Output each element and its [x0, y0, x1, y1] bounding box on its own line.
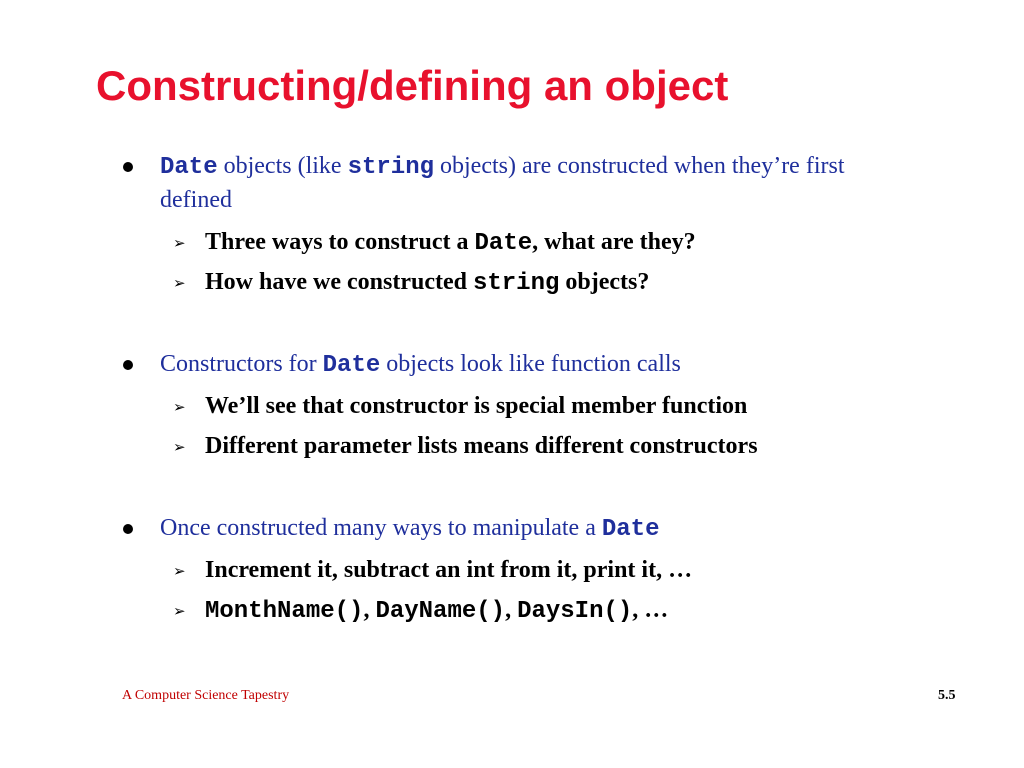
- bullet-2-sub-2-part-0: Different parameter lists means different constructors: [205, 433, 758, 459]
- bullet-dot-icon: [123, 162, 133, 172]
- arrow-bullet-icon: ➢: [173, 234, 186, 252]
- bullet-3-part-0: Once constructed many ways to manipulate a: [160, 515, 602, 541]
- arrow-bullet-icon: ➢: [173, 398, 186, 416]
- bullet-3-sub-2-part-2: DayName(): [375, 598, 506, 625]
- bullet-1: [160, 150, 920, 217]
- bullet-3-sub-2-part-0: MonthName(): [205, 598, 364, 625]
- slide-number: 5.5: [938, 688, 956, 703]
- bullet-dot-icon: [123, 360, 133, 370]
- bullet-3-part-1: Date: [601, 516, 660, 543]
- bullet-1-sub-2-part-1: string: [472, 270, 560, 297]
- bullet-1-part-1: objects (like: [217, 153, 348, 179]
- bullet-3-sub-1-part-0: Increment it, subtract an int from it, print it, …: [205, 557, 693, 583]
- bullet-2-part-0: Constructors for: [160, 351, 323, 377]
- bullet-3-sub-2-part-4: DaysIn(): [517, 598, 633, 625]
- footer-course-title: A Computer Science Tapestry: [122, 688, 290, 703]
- arrow-bullet-icon: ➢: [173, 602, 186, 620]
- bullet-3-sub-2: [173, 595, 965, 627]
- bullet-3-sub-2-part-5: , …: [632, 597, 669, 623]
- arrow-bullet-icon: ➢: [173, 438, 186, 456]
- bullet-3-sub-1: [173, 555, 965, 585]
- arrow-bullet-icon: ➢: [173, 274, 186, 292]
- bullet-2: [160, 348, 920, 382]
- bullet-dot-icon: [123, 524, 133, 534]
- bullet-1-sub-1-part-2: , what are they?: [532, 229, 696, 255]
- bullet-2-part-1: Date: [322, 352, 381, 379]
- bullet-3: [160, 512, 920, 546]
- bullet-1-sub-2-part-0: How have we constructed: [205, 269, 473, 295]
- bullet-2-part-2: objects look like function calls: [380, 351, 681, 377]
- bullet-3-sub-2-part-1: ,: [363, 597, 376, 623]
- slide-title: Constructing/defining an object: [96, 62, 729, 109]
- bullet-2-sub-1-part-0: We’ll see that constructor is special member function: [205, 393, 748, 419]
- bullet-1-part-2: string: [347, 154, 434, 181]
- bullet-1-sub-1-part-1: Date: [474, 230, 533, 257]
- bullet-1-part-0: Date: [160, 154, 218, 181]
- arrow-bullet-icon: ➢: [173, 562, 186, 580]
- bullet-2-sub-1: [173, 391, 965, 421]
- bullet-1-sub-1: [173, 227, 965, 259]
- bullet-1-sub-2-part-2: objects?: [559, 269, 650, 295]
- bullet-1-sub-1-part-0: Three ways to construct a: [205, 229, 475, 255]
- bullet-2-sub-2: [173, 431, 965, 461]
- bullet-3-sub-2-part-3: ,: [505, 597, 518, 623]
- bullet-1-sub-2: [173, 267, 965, 299]
- bullet-1-part-3: objects) are constructed when they’re first defined: [160, 153, 845, 213]
